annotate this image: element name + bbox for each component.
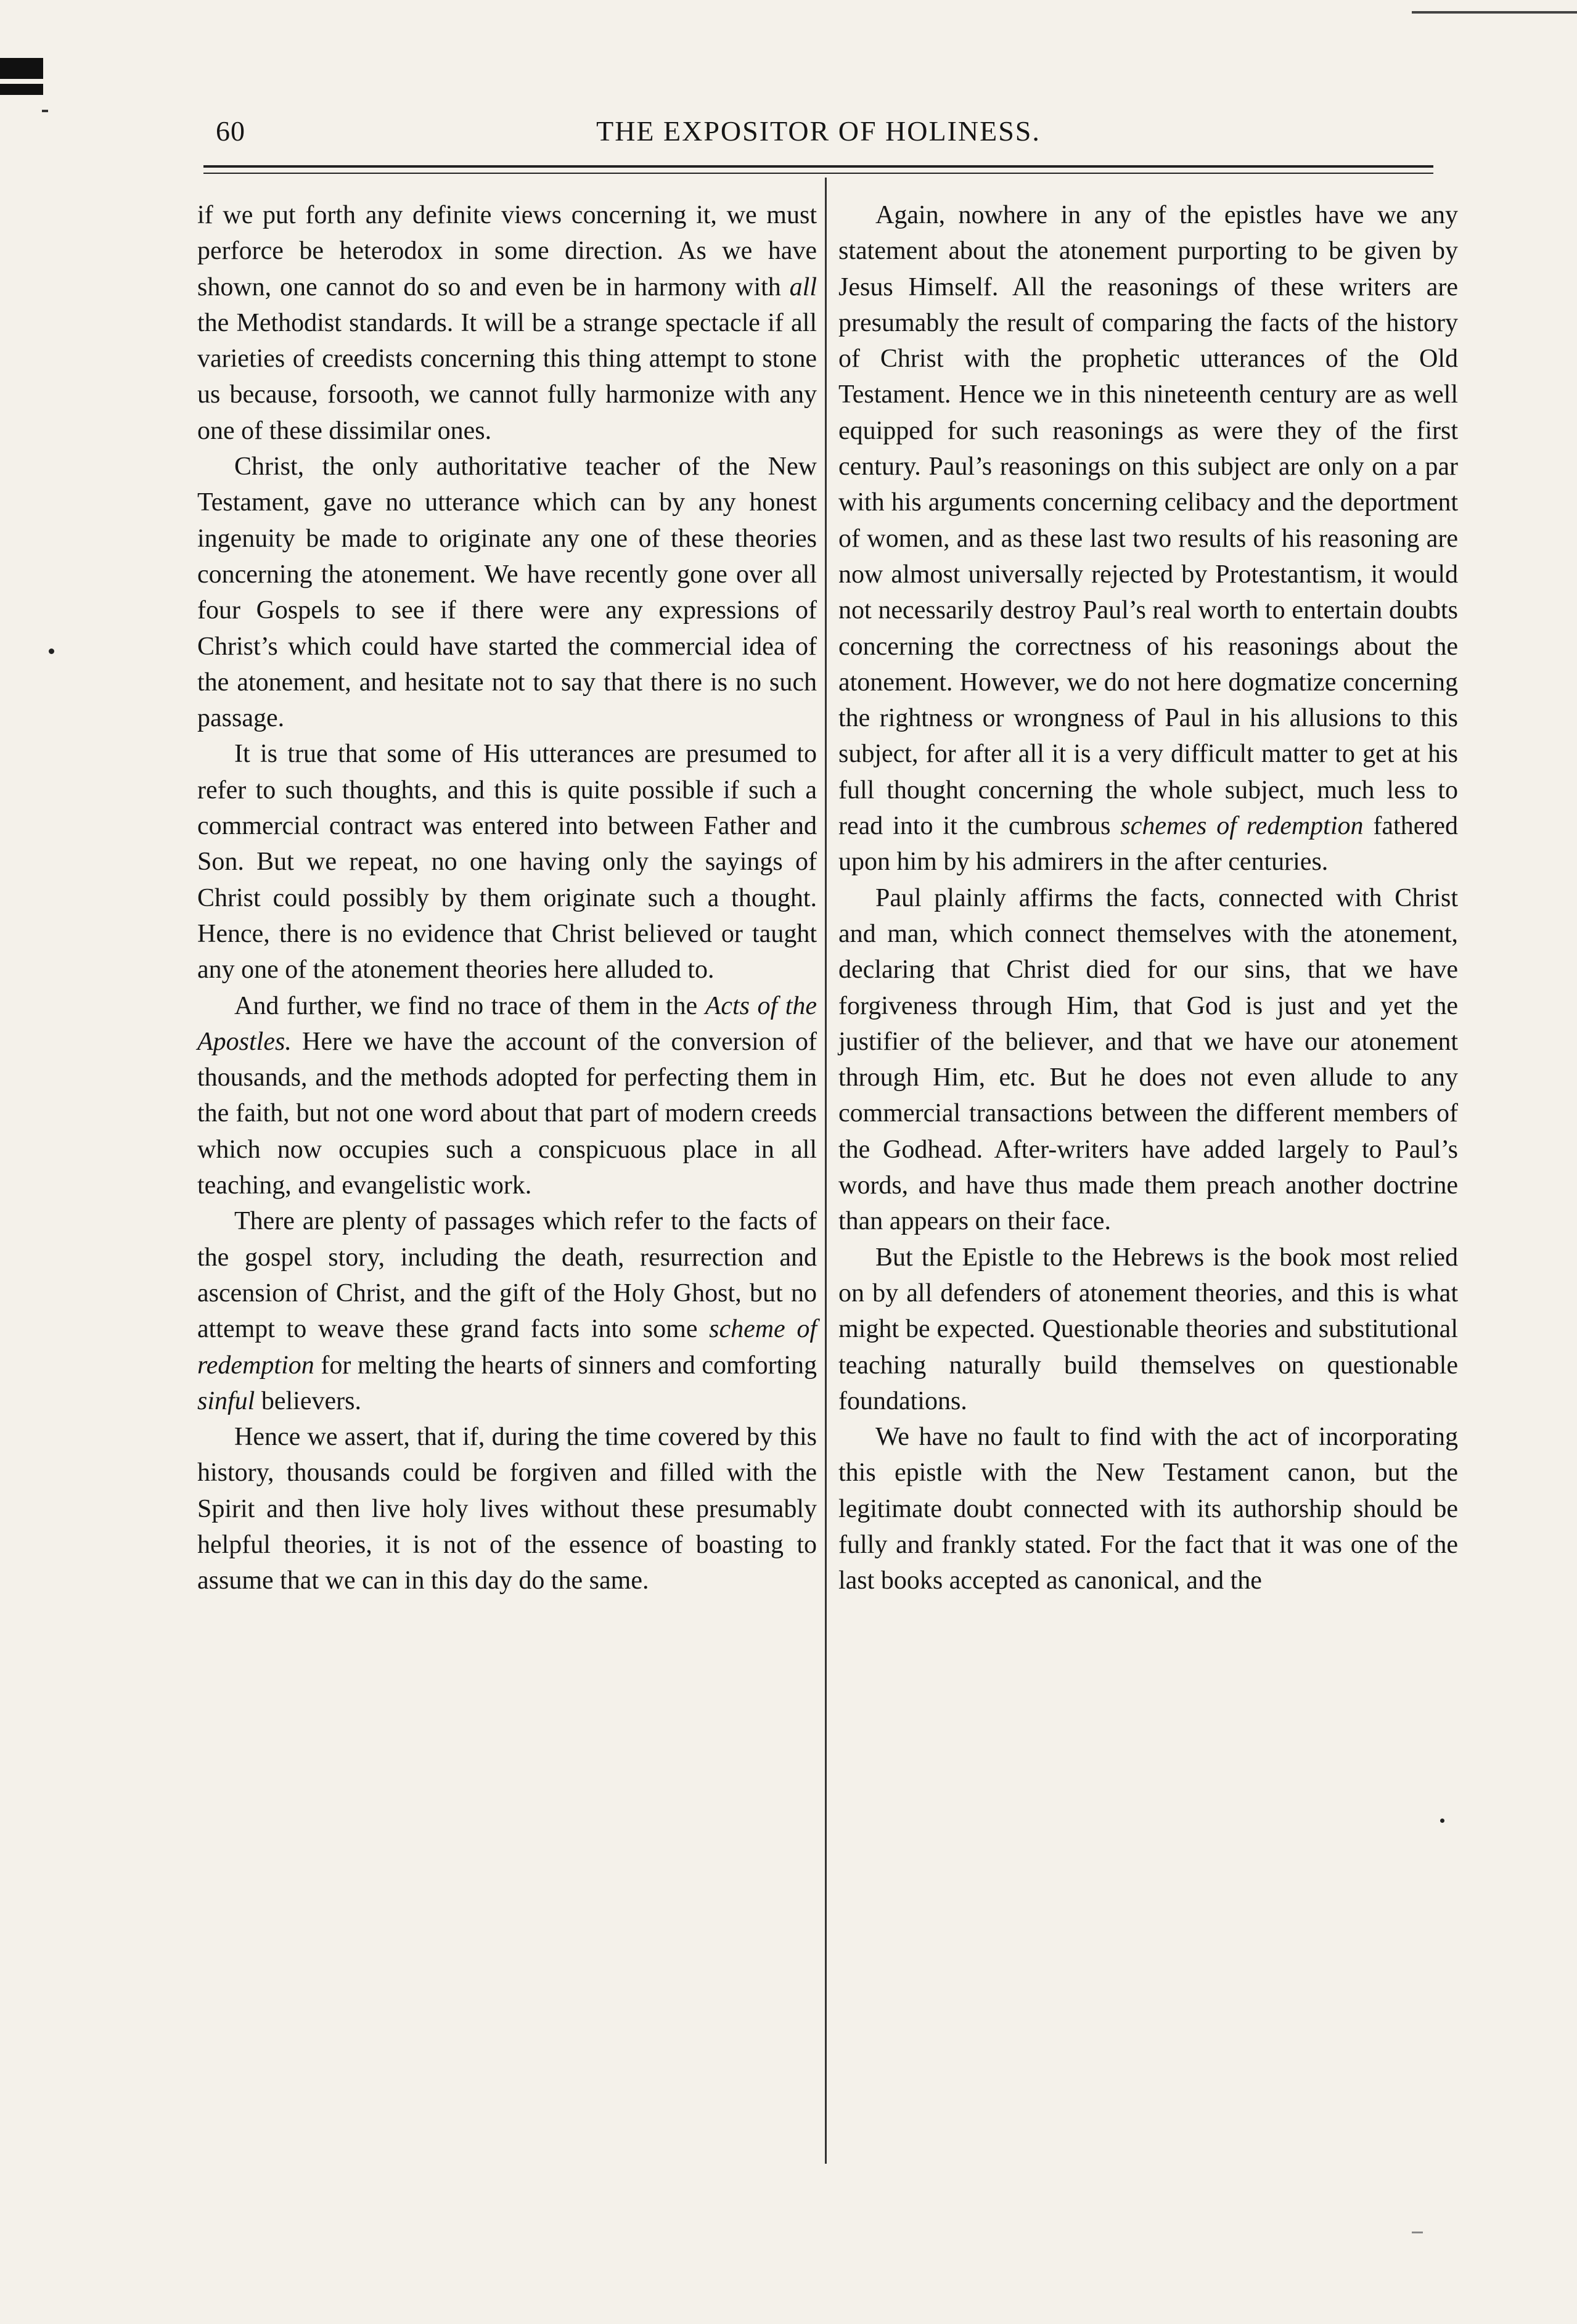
paragraph: Hence we assert, that if, during the time covered by this history, thousands could be forgiven and filled with the Spirit and then live holy lives without these presumably helpful theories, it is not of the essence of boasting to assume that we can in this day do the same. <box>197 1423 817 1595</box>
left-column <box>197 197 817 1599</box>
scan-registration-mark <box>0 58 43 95</box>
margin-speck <box>49 649 54 654</box>
scan-speck <box>42 110 48 112</box>
margin-speck <box>1440 1819 1444 1823</box>
paragraph: There are plenty of passages which refer to the facts of the gospel story, including the death, resurrection and ascension of Christ, and the gift of the Holy Ghost, but no attempt to weave these grand facts into some scheme of redemption for melting the hearts of sinners and comforting sinful believers. <box>197 1207 817 1415</box>
header-rule <box>203 165 1433 168</box>
header-rule-thin <box>203 173 1433 174</box>
page-header <box>203 115 1433 158</box>
top-edge-rule <box>1412 11 1577 14</box>
running-title: THE EXPOSITOR OF HOLINESS. <box>596 115 1041 147</box>
paragraph: And further, we find no trace of them in the Acts of the Apostles. Here we have the account of the conversion of thousands, and the methods adopted for perfecting them in the faith, but not one word about that part of modern creeds which now occupies such a conspicuous place in all teaching, and evangelistic work. <box>197 991 817 1200</box>
column-divider <box>825 178 827 2164</box>
paragraph: But the Epistle to the Hebrews is the book most relied on by all defenders of atonement theories, and this is what might be expected. Questionable theories and substitutional teaching naturally build themselves on questionable foundations. <box>838 1243 1458 1415</box>
paragraph: Christ, the only authoritative teacher of the New Testament, gave no utterance which can by any honest ingenuity be made to originate any one of these theories concerning the atonement. We have recently gone over all four Gospels to see if there were any expressions of Christ’s which could have started the commercial idea of the atonement, and hesitate not to say that there is no such passage. <box>197 452 817 733</box>
right-column <box>838 197 1458 1599</box>
scan-registration-gap <box>0 79 43 84</box>
paragraph: Again, nowhere in any of the epistles have we any statement about the atonement purporting to be given by Jesus Himself. All the reasonings of these writers are presumably the result of comparing the facts of the history of Christ with the prophetic utterances of the Old Testament. Hence we in this nineteenth century are as well equipped for such reasonings as were they of the first century. Paul’s reasonings on this subject are only on a par with his arguments concerning celibacy and the deportment of women, and as these last two results of his reasoning are now almost universally rejected by Protestantism, it would not necessarily destroy Paul’s real worth to entertain doubts concerning the correctness of his reasonings about the atonement. However, we do not here dogmatize concerning the rightness or wrongness of Paul in his allusions to this subject, for after all it is a very difficult matter to get at his full thought concerning the whole subject, much less to read into it the cumbrous schemes of redemption fathered upon him by his admirers in the after centuries. <box>838 201 1458 877</box>
bottom-margin-tick <box>1412 2232 1423 2233</box>
paragraph: Paul plainly affirms the facts, connected with Christ and man, which connect themselves with the atonement, declaring that Christ died for our sins, that we have forgiveness through Him, that God is just and yet the justifier of the believer, and that we have our atonement through Him, etc. But he does not even allude to any commercial transactions between the different members of the Godhead. After-writers have added largely to Paul’s words, and have thus made them preach another doctrine than appears on their face. <box>838 883 1458 1236</box>
paragraph: It is true that some of His utterances are presumed to refer to such thoughts, and this is quite possible if such a commercial contract was entered into between Father and Son. But we repeat, no one having only the sayings of Christ could possibly by them originate such a thought. Hence, there is no evidence that Christ believed or taught any one of the atonement theories here alluded to. <box>197 740 817 984</box>
paragraph: We have no fault to find with the act of incorporating this epistle with the New Testament canon, but the legitimate doubt connected with its authorship should be fully and frankly stated. For the fact that it was one of the last books accepted as canonical, and the <box>838 1423 1458 1595</box>
page-number: 60 <box>216 115 245 147</box>
paragraph: if we put forth any definite views concerning it, we must perforce be heterodox in some direction. As we have shown, one cannot do so and even be in harmony with all the Methodist standards. It will be a strange spectacle if all varieties of creedists concerning this thing attempt to stone us because, forsooth, we cannot fully harmonize with any one of these dissimilar ones. <box>197 201 817 445</box>
